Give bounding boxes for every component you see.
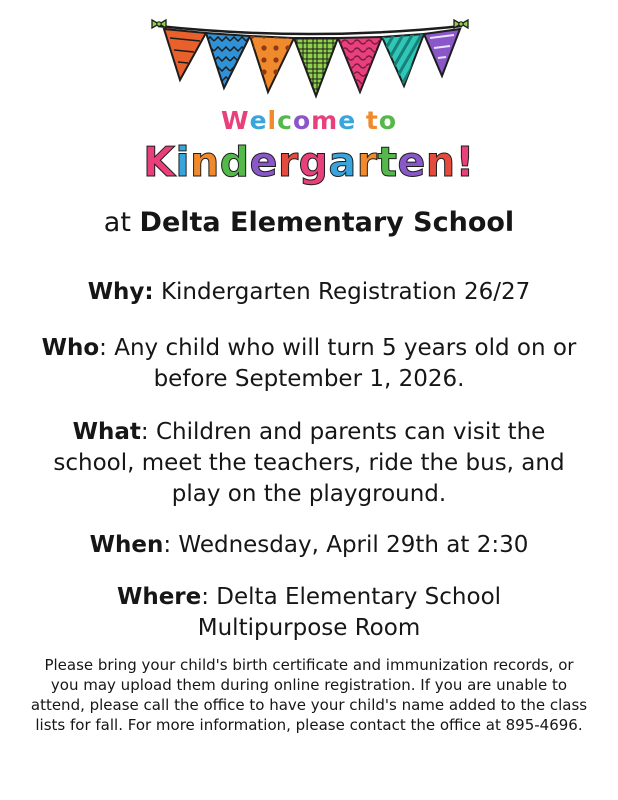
when-text: : Wednesday, April 29th at 2:30	[163, 532, 529, 558]
who-text: : Any child who will turn 5 years old on or before September 1, 2026.	[99, 335, 577, 392]
banner-letter: l	[267, 106, 278, 135]
banner-letter: n	[425, 138, 456, 186]
banner-letter: e	[249, 106, 268, 135]
kindergarten-title	[0, 136, 618, 188]
banner-letter: K	[143, 138, 176, 186]
where-line	[84, 582, 534, 644]
banner-letter: d	[219, 138, 250, 186]
pennant-flag-icon	[338, 37, 382, 92]
pennant-flag-icon	[206, 33, 250, 88]
why-text: Kindergarten Registration 26/27	[160, 279, 531, 305]
what-line	[30, 417, 588, 510]
when-line	[0, 530, 618, 561]
pennant-flag-icon	[250, 36, 294, 92]
banner-letter: o	[378, 106, 398, 135]
where-label: Where	[116, 584, 202, 610]
who-label: Who	[41, 335, 100, 361]
banner-letter: t	[377, 138, 398, 186]
pennant-flag-icon	[164, 29, 206, 80]
pennant-flag-icon	[294, 38, 338, 96]
pennant-flag-icon	[424, 29, 460, 76]
banner-letter: r	[356, 138, 378, 186]
subtitle	[0, 204, 618, 242]
banner-letter: a	[328, 138, 357, 186]
where-text: : Delta Elementary School Multipurpose Room	[197, 584, 502, 641]
what-text: : Children and parents can visit the school, meet the teachers, ride the bus, and play on the playground.	[53, 419, 565, 507]
banner-letter	[356, 106, 366, 136]
banner-letter: t	[365, 106, 379, 135]
banner-letter: r	[277, 138, 299, 186]
why-label: Why:	[87, 279, 154, 305]
welcome-text	[0, 106, 618, 136]
pennant-flag-icon	[382, 34, 424, 86]
bunting-banner	[150, 6, 470, 110]
who-line	[22, 333, 596, 395]
banner-letter: o	[292, 106, 312, 135]
subtitle-prefix: at	[103, 207, 131, 238]
what-label: What	[72, 419, 141, 445]
school-name: Delta Elementary School	[139, 207, 515, 238]
banner-letter: !	[455, 138, 475, 186]
bow-icon	[454, 20, 468, 28]
banner-letter: g	[298, 138, 329, 186]
banner-letter: i	[175, 138, 191, 186]
bow-icon	[152, 20, 166, 28]
banner-letter: W	[220, 106, 250, 135]
banner-letter: n	[190, 138, 220, 186]
banner-letter: e	[338, 106, 357, 135]
footer-note: Please bring your child's birth certificate and immunization records, or you may upload them during online registration. If you are unable to attend, please call the office to have your child's name added to the class lists for fall. For more information, please contact the office at 895-4696.	[30, 656, 588, 734]
when-label: When	[89, 532, 164, 558]
why-line	[0, 277, 618, 308]
banner-letter: c	[277, 106, 293, 135]
banner-letter: e	[397, 138, 426, 186]
banner-letter: e	[249, 138, 278, 186]
banner-letter: m	[311, 106, 339, 135]
